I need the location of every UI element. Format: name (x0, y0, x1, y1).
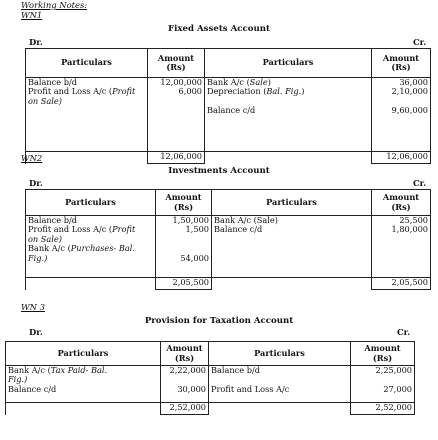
wn3-col-particulars-cr: Particulars (209, 342, 351, 366)
wn1-credit-amount-0: 36,000 (399, 77, 428, 87)
wn2-label: WN2 (21, 153, 43, 163)
wn3-debit-entry-0-continued: Fig.) (8, 374, 28, 385)
wn2-ledger-table (25, 189, 431, 290)
wn1-credit-entry-1: Depreciation (Bal. Fig.) (207, 86, 305, 97)
wn3-col-particulars-dr: Particulars (6, 342, 161, 366)
wn3-credit-amount-0: 2,25,000 (375, 365, 412, 375)
wn2-credit-amounts (372, 216, 431, 278)
working-notes-heading: Working Notes: (21, 0, 88, 10)
wn1-credit-amounts (372, 78, 431, 152)
wn2-col-particulars-cr: Particulars (212, 190, 372, 216)
wn2-debit-amount-1: 1,500 (185, 224, 209, 235)
wn2-debit-amounts (156, 216, 212, 278)
wn2-credit-amount-0: 25,500 (399, 215, 428, 225)
wn3-total-debit: 2,52,000 (161, 403, 209, 415)
wn3-account-title: Provision for Taxation Account (144, 316, 294, 326)
wn3-ledger-table (5, 341, 415, 415)
wn2-debit-entry-1-continued: on Sale) (28, 233, 62, 244)
wn2-total-debit: 2,05,500 (156, 278, 212, 290)
wn1-debit-amounts (148, 78, 205, 152)
wn1-debit-entry-1-continued: on Sale) (28, 95, 62, 106)
wn1-credit-amount-1: 2,10,000 (391, 86, 428, 97)
wn1-debit-entry-0: Balance b/d (28, 77, 77, 87)
wn3-debit-entry-0: Bank A/c (Tax Paid- Bal. (8, 365, 108, 375)
wn2-col-particulars-dr: Particulars (26, 190, 156, 216)
wn2-credit-entry-0: Bank A/c (Sale) (214, 215, 278, 225)
wn3-debit-entry-1: Balance c/d (8, 383, 57, 394)
wn1-credit-amount-2: 9,60,000 (391, 105, 428, 116)
wn2-col-amount-cr: Amount (Rs) (372, 190, 431, 216)
wn1-debit-entry-1: Profit and Loss A/c (Profit (28, 86, 136, 97)
wn1-debit-amount-1: 6,000 (178, 86, 202, 97)
wn3-debit-amount-1: 30,000 (177, 383, 206, 394)
wn2-col-amount-dr: Amount (Rs) (156, 190, 212, 216)
wn1-dr-label: Dr. (29, 37, 43, 47)
wn3-credit-particulars (209, 366, 351, 403)
wn2-credit-amount-1: 1,80,000 (391, 224, 428, 235)
wn1-total-credit: 12,06,000 (372, 152, 431, 164)
wn2-account-title: Investments Account (168, 166, 270, 176)
wn1-label: WN1 (21, 10, 43, 20)
wn3-cr-label: Cr. (397, 327, 411, 337)
wn1-debit-particulars (26, 78, 148, 152)
wn1-cr-label: Cr. (413, 37, 427, 47)
wn2-debit-entry-0: Balance b/d (28, 215, 77, 225)
wn3-debit-particulars (6, 366, 161, 403)
wn2-debit-amount-2: 54,000 (180, 252, 209, 263)
wn2-credit-particulars (212, 216, 372, 278)
wn1-col-amount-dr: Amount (Rs) (148, 49, 205, 78)
wn3-col-amount-dr: Amount (Rs) (161, 342, 209, 366)
wn3-credit-amounts (351, 366, 415, 403)
wn1-col-particulars-cr: Particulars (205, 49, 372, 78)
wn3-label: WN 3 (21, 302, 45, 312)
wn1-credit-entry-0: Bank A/c (Sale) (207, 77, 271, 87)
wn3-credit-amount-1: 27,000 (383, 383, 412, 394)
wn1-account-title: Fixed Assets Account (168, 24, 270, 34)
wn2-debit-entry-2-continued: Fig.) (28, 252, 48, 263)
wn1-ledger-table (25, 48, 431, 164)
wn2-total-credit: 2,05,500 (372, 278, 431, 290)
wn3-debit-amount-0: 2,22,000 (169, 365, 206, 375)
wn1-debit-amount-0: 12,00,000 (160, 77, 202, 87)
wn2-debit-amount-0: 1,50,000 (172, 215, 209, 225)
wn1-col-particulars-dr: Particulars (26, 49, 148, 78)
wn3-dr-label: Dr. (29, 327, 43, 337)
wn2-dr-label: Dr. (29, 178, 43, 188)
wn1-credit-entry-2: Balance c/d (207, 105, 256, 116)
wn1-credit-particulars (205, 78, 372, 152)
wn2-debit-entry-1: Profit and Loss A/c (Profit (28, 224, 136, 235)
wn1-col-amount-cr: Amount (Rs) (372, 49, 431, 78)
wn2-cr-label: Cr. (413, 178, 427, 188)
wn2-debit-particulars (26, 216, 156, 278)
wn3-total-credit: 2,52,000 (351, 403, 415, 415)
wn1-total-debit: 12,06,000 (148, 152, 205, 164)
wn3-credit-entry-0: Balance b/d (211, 365, 260, 375)
wn3-debit-amounts (161, 366, 209, 403)
wn3-col-amount-cr: Amount (Rs) (351, 342, 415, 366)
wn2-credit-entry-1: Balance c/d (214, 224, 263, 235)
wn2-debit-entry-2: Bank A/c (Purchases- Bal. (28, 243, 135, 254)
wn3-credit-entry-1: Profit and Loss A/c (211, 383, 290, 394)
